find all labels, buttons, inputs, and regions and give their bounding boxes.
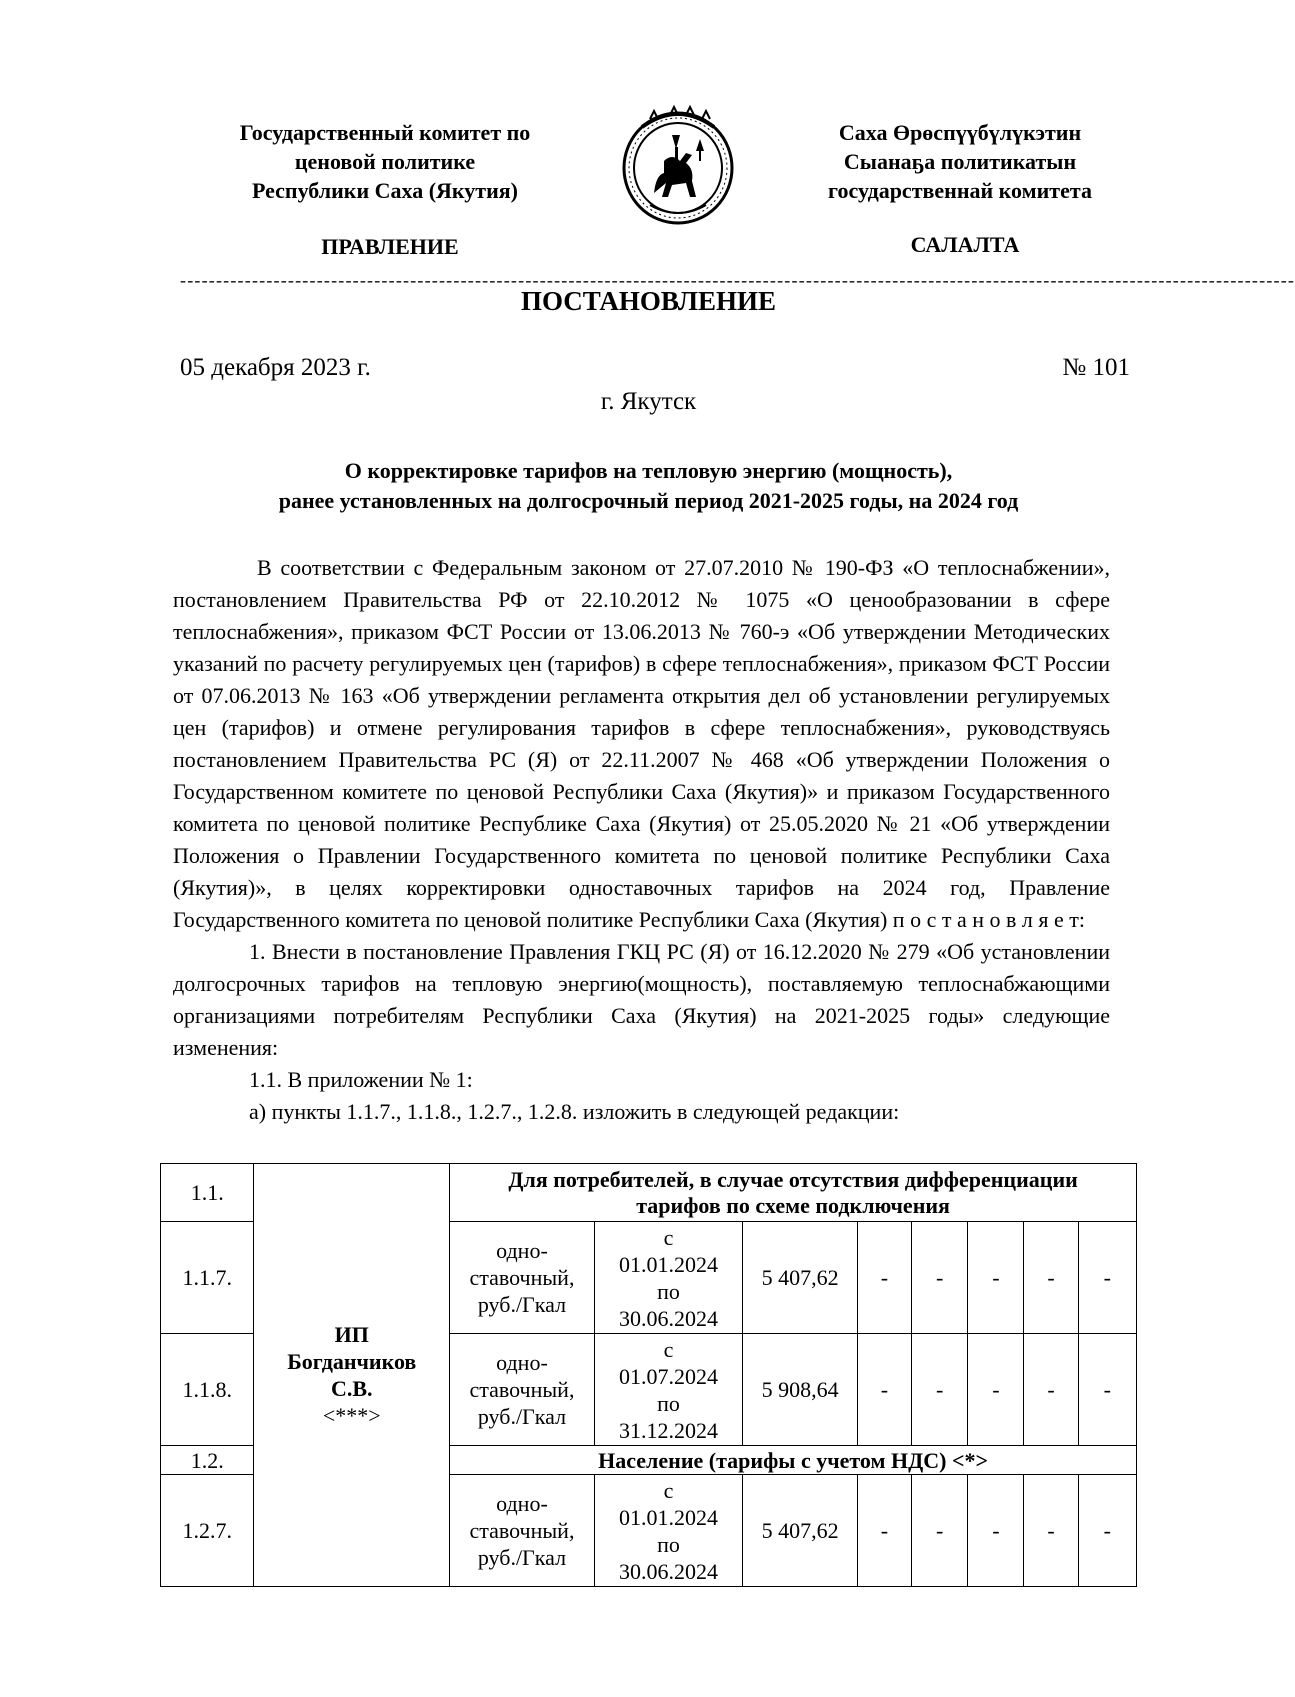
tariff-value: 5 407,62 <box>743 1475 857 1587</box>
period-start-date: 01.01.2024 <box>619 1251 719 1277</box>
unit-line: руб./Гкал <box>477 1292 567 1317</box>
empty-cell: - <box>1024 1222 1078 1334</box>
org-name-ru-line: Республики Саха (Якутия) <box>251 178 519 203</box>
empty-cell: - <box>857 1475 911 1587</box>
org-name-ru <box>200 118 570 205</box>
org-name-ru-line: Государственный комитет по <box>239 120 531 145</box>
org-name-sakha <box>790 118 1130 205</box>
section-title: Население (тарифы с учетом НДС) <*> <box>450 1446 1137 1475</box>
empty-cell: - <box>1078 1334 1136 1446</box>
period-start-date: 01.07.2024 <box>619 1363 719 1389</box>
organization-name: С.В. <box>330 1376 373 1401</box>
unit-line: одно- <box>496 1350 548 1375</box>
empty-cell: - <box>968 1475 1024 1587</box>
unit-cell <box>450 1334 595 1446</box>
unit-line: ставочный, <box>469 1377 575 1402</box>
empty-cell: - <box>857 1222 911 1334</box>
period-start-date: 01.01.2024 <box>619 1504 719 1530</box>
row-number: 1.1.8. <box>161 1334 254 1446</box>
republic-emblem-icon <box>620 105 736 227</box>
period-end-date: 31.12.2024 <box>619 1417 719 1443</box>
unit-cell <box>450 1222 595 1334</box>
unit-cell <box>450 1475 595 1587</box>
organization-name: Богданчиков <box>287 1349 417 1374</box>
empty-cell: - <box>1024 1334 1078 1446</box>
empty-cell: - <box>1024 1475 1078 1587</box>
document-title <box>160 456 1137 516</box>
tariffs-table <box>160 1163 1137 1587</box>
section-number: 1.1. <box>161 1164 254 1222</box>
document-number: № 101 <box>1062 354 1130 381</box>
period-end-date: 30.06.2024 <box>619 1305 719 1331</box>
empty-cell: - <box>857 1334 911 1446</box>
period-cell <box>594 1475 743 1587</box>
section-number: 1.2. <box>161 1446 254 1475</box>
unit-line: руб./Гкал <box>477 1404 567 1429</box>
period-cell <box>594 1334 743 1446</box>
period-to-label: по <box>657 1390 680 1416</box>
empty-cell: - <box>912 1334 968 1446</box>
org-name-sakha-line: Саха Өрөспүүбүлүкэтин <box>838 120 1082 145</box>
organization-cell <box>254 1164 450 1587</box>
org-name-ru-line: ценовой политике <box>294 149 476 174</box>
header-separator: ----------------------------------------------------------------------------------------------------------------------------------------------------------- <box>180 270 1295 290</box>
body-name-ru: ПРАВЛЕНИЕ <box>321 234 459 259</box>
item-1-1a-paragraph: а) пункты 1.1.7., 1.1.8., 1.2.7., 1.2.8. изложить в следующей редакции: <box>249 1099 900 1124</box>
section-title-line: Для потребителей, в случае отсутствия дифференциации <box>508 1166 1078 1192</box>
tariff-value: 5 407,62 <box>743 1222 857 1334</box>
unit-line: руб./Гкал <box>477 1545 567 1570</box>
empty-cell: - <box>968 1334 1024 1446</box>
document-body <box>173 552 1110 1128</box>
section-title <box>450 1164 1137 1222</box>
document-date: 05 декабря 2023 г. <box>180 354 371 381</box>
period-from-label: с <box>663 1224 674 1250</box>
unit-line: ставочный, <box>469 1518 575 1543</box>
document-title-line: О корректировке тарифов на тепловую энергию (мощность), <box>344 458 953 483</box>
empty-cell: - <box>912 1475 968 1587</box>
document-title-line: ранее установленных на долгосрочный период 2021-2025 годы, на 2024 год <box>278 488 1019 513</box>
item-1-1-paragraph: 1.1. В приложении № 1: <box>249 1067 473 1092</box>
row-number: 1.1.7. <box>161 1222 254 1334</box>
period-end-date: 30.06.2024 <box>619 1558 719 1584</box>
document-city: г. Якутск <box>600 388 697 415</box>
org-name-sakha-line: государственнай комитета <box>828 178 1092 203</box>
item-1-paragraph: 1. Внести в постановление Правления ГКЦ РС (Я) от 16.12.2020 № 279 «Об установлении долгосрочных тарифов на тепловую энергию(мощность), поставляемую теплоснабжающими организациями потребителям Республики Саха (Якутия) на 2021-2025 годы» следующие изменения: <box>173 939 1110 1060</box>
tariff-value: 5 908,64 <box>743 1334 857 1446</box>
organization-note: <***> <box>322 1403 381 1428</box>
empty-cell: - <box>968 1222 1024 1334</box>
period-to-label: по <box>657 1531 680 1557</box>
period-from-label: с <box>663 1336 674 1362</box>
organization-name: ИП <box>334 1322 369 1347</box>
period-to-label: по <box>657 1278 680 1304</box>
row-number: 1.2.7. <box>161 1475 254 1587</box>
body-name-sakha: САЛАЛТА <box>910 232 1020 257</box>
unit-line: ставочный, <box>469 1265 575 1290</box>
preamble-paragraph: В соответствии с Федеральным законом от 27.07.2010 № 190-ФЗ «О теплоснабжении», постановлением Правительства РФ от 22.10.2012 № 1075 «О ценообразовании в сфере теплоснабжения», приказом ФСТ России от 13.06.2013 № 760-э «Об утверждении Методических указаний по расчету регулируемых цен (тарифов) в сфере теплоснабжения», приказом ФСТ России от 07.06.2013 № 163 «Об утверждении регламента открытия дел об установлении регулируемых цен (тарифов) и отмене регулирования тарифов в сфере теплоснабжения», руководствуясь постановлением Правительства РС (Я) от 22.11.2007 № 468 «Об утверждении Положения о Государственном комитете по ценовой Республики Саха (Якутия)» и приказом Государственного комитета по ценовой политике Республике Саха (Якутия) от 25.05.2020 № 21 «Об утверждении Положения о Правлении Государственного комитета по ценовой политике Республики Саха (Якутия)», в целях корректировки одноставочных тарифов на 2024 год, Правление Государственного комитета по ценовой политике Республики Саха (Якутия) п о с т а н о в л я е т: <box>173 555 1110 932</box>
empty-cell: - <box>1078 1475 1136 1587</box>
period-from-label: с <box>663 1477 674 1503</box>
unit-line: одно- <box>496 1238 548 1263</box>
org-name-sakha-line: Сыанаҕа политикатын <box>843 149 1077 174</box>
empty-cell: - <box>1078 1222 1136 1334</box>
period-cell <box>594 1222 743 1334</box>
empty-cell: - <box>912 1222 968 1334</box>
table-section-row <box>161 1164 1137 1222</box>
section-title-line: тарифов по схеме подключения <box>636 1192 950 1218</box>
unit-line: одно- <box>496 1491 548 1516</box>
document-type: ПОСТАНОВЛЕНИЕ <box>520 286 777 316</box>
